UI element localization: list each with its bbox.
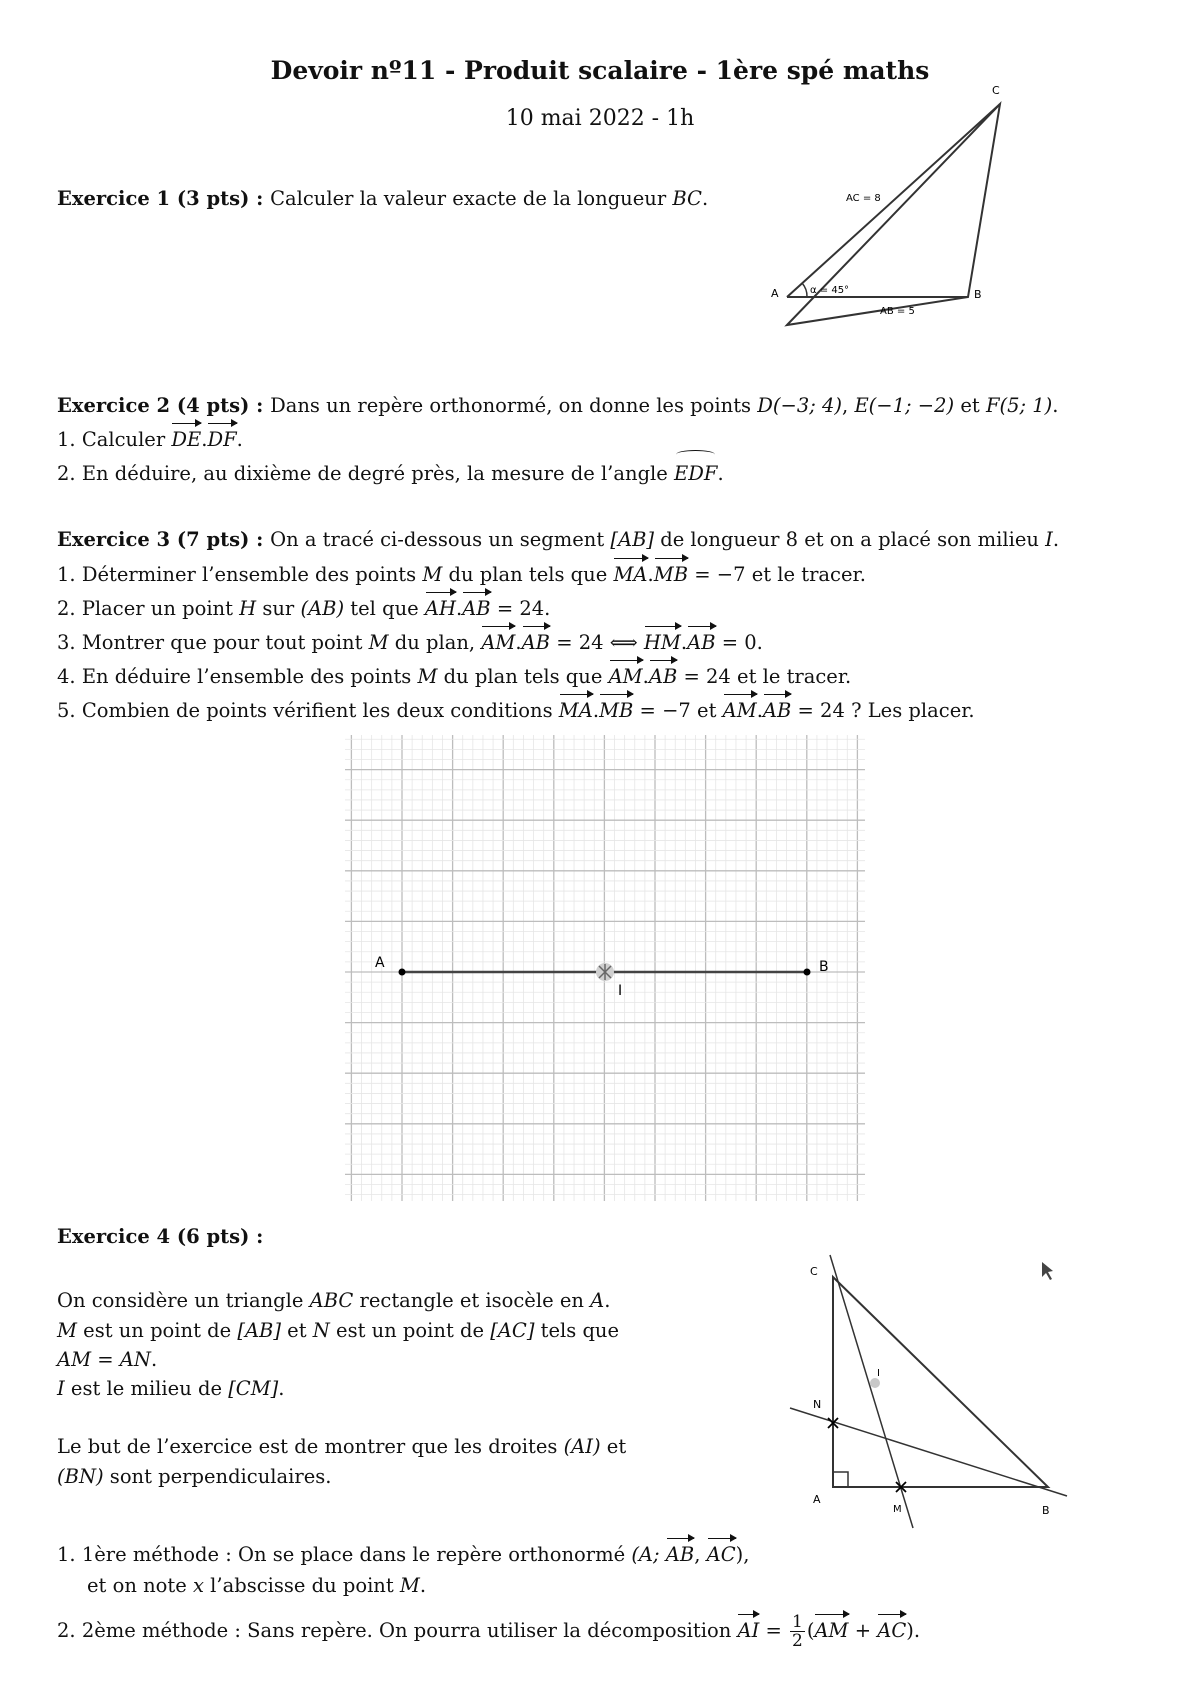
fraction-one-half: $\frac{1}{2}$	[792, 1612, 803, 1651]
ex3-question-3: 3. Montrer que pour tout point M du plan, AM.AB = 24 ⟺ HM.AB = 0.	[57, 628, 763, 658]
ex3-statement: Exercice 3 (7 pts) : On a tracé ci-dessous un segment [AB] de longueur 8 et on a placé son milieu I.	[57, 528, 1060, 551]
ex2-statement: Exercice 2 (4 pts) : Dans un repère orthonormé, on donne les points D(−3; 4), E(−1; −2) et F(5; 1).	[57, 394, 1059, 417]
ex4-question-1: 1. 1ère méthode : On se place dans le repère orthonormé (A; AB, AC),	[57, 1540, 749, 1570]
ex4-question-2: 2. 2ème méthode : Sans repère. On pourra utiliser la décomposition AI = $\frac{1}{2}$ (AM + AC).	[57, 1612, 921, 1651]
ab-length-label: AB = 5	[880, 306, 915, 317]
ex1-statement: Exercice 1 (3 pts) : Calculer la valeur exacte de la longueur BC.	[57, 187, 709, 210]
label-a: A	[813, 1493, 821, 1506]
angle-arc	[802, 283, 807, 297]
ac-length-label: AC = 8	[846, 193, 881, 204]
ex3-question-4: 4. En déduire l’ensemble des points M du plan tels que AM.AB = 24 et le tracer.	[57, 662, 851, 692]
angle-label: α = 45°	[810, 285, 850, 296]
label-b: B	[1042, 1504, 1050, 1517]
ex1-triangle-figure	[760, 80, 1020, 350]
label-n: N	[813, 1398, 822, 1411]
point-a	[399, 969, 406, 976]
point-b	[804, 969, 811, 976]
vector-df: DF	[207, 425, 236, 455]
label-b: B	[819, 959, 829, 975]
vertex-b-label: B	[974, 288, 982, 301]
ex4-label-line: Exercice 4 (6 pts) :	[57, 1225, 264, 1248]
label-a: A	[375, 955, 385, 971]
ex4-paragraph-4: I est le milieu de [CM].	[57, 1377, 285, 1400]
label-i: I	[618, 983, 623, 999]
label-c: C	[810, 1265, 818, 1278]
ex4-paragraph-3: AM = AN.	[57, 1348, 158, 1371]
vertex-a-label: A	[771, 287, 779, 300]
mouse-cursor-icon	[1042, 1262, 1053, 1280]
side-ac	[787, 104, 1000, 297]
label-i: I	[877, 1368, 880, 1379]
ex4-paragraph-6: (BN) sont perpendiculaires.	[57, 1465, 332, 1488]
right-angle-mark	[833, 1472, 848, 1487]
page-title: Devoir nº11 - Produit scalaire - 1ère spé maths	[270, 56, 930, 85]
ex4-triangle-figure	[780, 1250, 1080, 1530]
ex3-question-1: 1. Déterminer l’ensemble des points M du plan tels que MA.MB = −7 et le tracer.	[57, 560, 866, 590]
point-i	[870, 1378, 880, 1388]
ex2-question-2: 2. En déduire, au dixième de degré près, la mesure de l’angle EDF.	[57, 459, 724, 489]
ex4-paragraph-2: M est un point de [AB] et N est un point de [AC] tels que	[57, 1319, 620, 1342]
angle-edf: EDF	[674, 459, 717, 489]
ex3-question-2: 2. Placer un point H sur (AB) tel que AH.AB = 24.	[57, 594, 550, 624]
ex4-label: Exercice 4 (6 pts)	[57, 1225, 250, 1248]
ex4-question-1-cont: et on note x l’abscisse du point M.	[87, 1574, 427, 1597]
ex3-grid-figure	[345, 735, 865, 1201]
vector-de: DE	[171, 425, 201, 455]
page-date: 10 mai 2022 - 1h	[505, 106, 695, 131]
ex2-question-1: 1. Calculer DE.DF.	[57, 425, 243, 455]
label-m: M	[893, 1504, 902, 1515]
ex2-label: Exercice 2 (4 pts)	[57, 394, 250, 417]
ex3-label: Exercice 3 (7 pts)	[57, 528, 250, 551]
ex1-label: Exercice 1 (3 pts)	[57, 187, 250, 210]
ex4-paragraph-1: On considère un triangle ABC rectangle et isocèle en A.	[57, 1289, 611, 1312]
ex3-question-5: 5. Combien de points vérifient les deux conditions MA.MB = −7 et AM.AB = 24 ? Les placer.	[57, 696, 975, 726]
vertex-c-label: C	[992, 84, 1000, 97]
ex4-paragraph-5: Le but de l’exercice est de montrer que les droites (AI) et	[57, 1435, 627, 1458]
